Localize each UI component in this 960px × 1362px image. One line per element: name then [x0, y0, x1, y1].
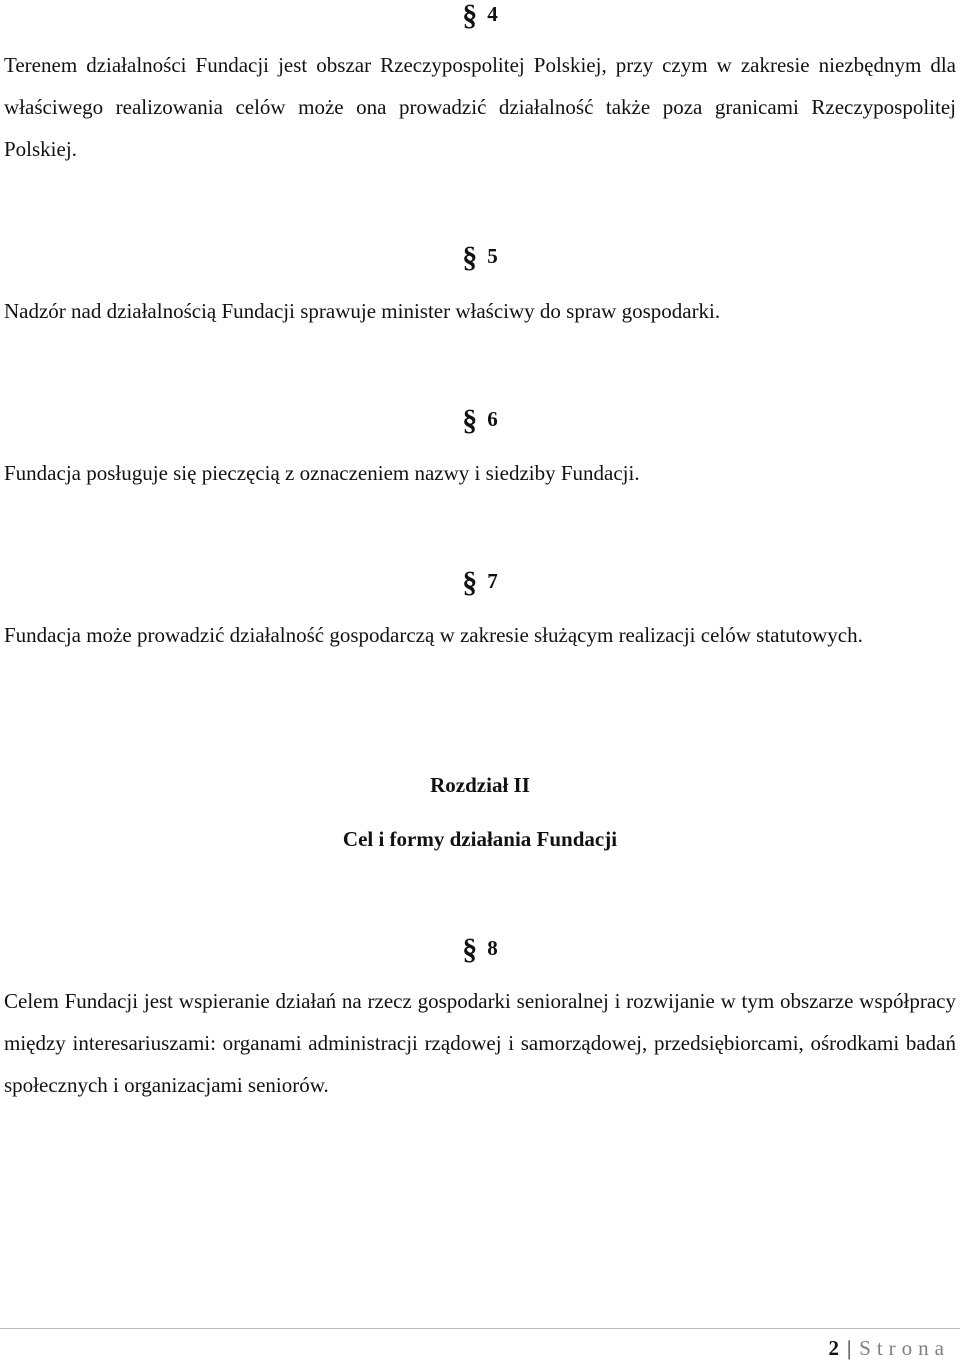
- section-8-text: Celem Fundacji jest wspieranie działań na rzecz gospodarki senioralnej i rozwijanie w tym obszarze współpracy między interesariuszami: organami administracji rządowej i samorządowej, przedsiębiorcami, ośrodkami badań społecznych i organizacjami seniorów.: [4, 989, 956, 1097]
- section-6-text: Fundacja posługuje się pieczęcią z oznaczeniem nazwy i siedziby Fundacji.: [4, 461, 640, 485]
- footer-divider: [0, 1328, 960, 1329]
- section-symbol: §: [462, 933, 478, 966]
- page-number: 2: [828, 1336, 839, 1360]
- chapter-title: Rozdział II: [430, 773, 530, 797]
- section-number: 4: [487, 2, 498, 26]
- section-number: 8: [487, 936, 498, 960]
- page-label: Strona: [859, 1336, 950, 1360]
- section-7-text: Fundacja może prowadzić działalność gospodarczą w zakresie służącym realizacji celów statutowych.: [4, 623, 863, 647]
- section-number: 5: [487, 244, 498, 268]
- footer-separator: |: [846, 1336, 852, 1360]
- section-symbol: §: [462, 0, 478, 32]
- section-symbol: §: [462, 404, 478, 437]
- section-8-heading: [0, 934, 960, 964]
- section-4-heading: [0, 0, 960, 30]
- section-symbol: §: [462, 566, 478, 599]
- section-5-heading: [0, 242, 960, 272]
- section-number: 6: [487, 407, 498, 431]
- section-7-heading: [0, 567, 960, 597]
- section-4-text: Terenem działalności Fundacji jest obszar Rzeczypospolitej Polskiej, przy czym w zakresie niezbędnym dla właściwego realizowania celów może ona prowadzić działalność także poza granicami Rzeczypospolitej Polskiej.: [4, 53, 956, 161]
- section-symbol: §: [462, 241, 478, 274]
- section-5-text: Nadzór nad działalnością Fundacji sprawuje minister właściwy do spraw gospodarki.: [4, 299, 721, 323]
- section-6-heading: [0, 405, 960, 435]
- page-footer: [828, 1334, 950, 1362]
- section-number: 7: [487, 569, 498, 593]
- chapter-subtitle: Cel i formy działania Fundacji: [342, 827, 618, 851]
